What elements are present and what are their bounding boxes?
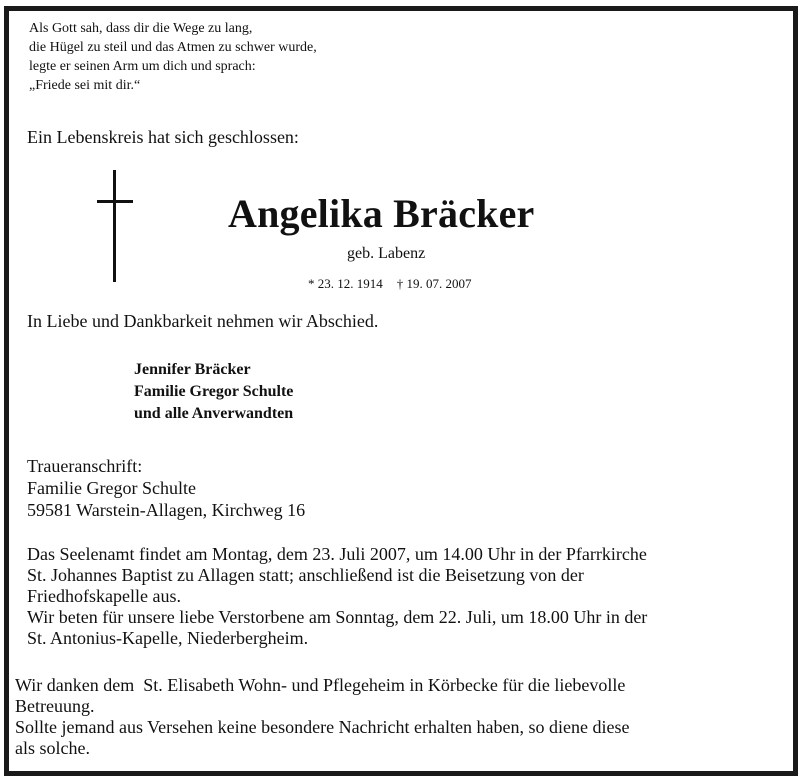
mourner: Jennifer Bräcker <box>134 361 251 378</box>
address-label: Traueranschrift: <box>27 456 143 476</box>
thanks-line: als solche. <box>15 738 90 758</box>
farewell-text: In Liebe und Dankbarkeit nehmen wir Abschied. <box>27 311 379 331</box>
service-line: St. Antonius-Kapelle, Niederbergheim. <box>27 628 309 648</box>
birth-date: * 23. 12. 1914 <box>308 276 383 291</box>
death-date: † 19. 07. 2007 <box>396 276 472 291</box>
service-info <box>27 544 647 649</box>
address-line: Familie Gregor Schulte <box>27 478 196 498</box>
thanks-text <box>15 675 629 759</box>
mourning-address <box>27 455 305 521</box>
poem-line: die Hügel zu steil und das Atmen zu schwer wurde, <box>29 40 317 55</box>
notice-border <box>4 6 798 776</box>
intro-text: Ein Lebenskreis hat sich geschlossen: <box>27 127 299 147</box>
service-line: St. Johannes Baptist zu Allagen statt; anschließend ist die Beisetzung von der <box>27 565 584 585</box>
poem <box>29 19 317 95</box>
address-line: 59581 Warstein-Allagen, Kirchweg 16 <box>27 500 306 520</box>
cross-icon <box>97 170 133 282</box>
birth-name: geb. Labenz <box>347 245 426 262</box>
thanks-line: Betreuung. <box>15 696 95 716</box>
thanks-line: Wir danken dem St. Elisabeth Wohn- und Pflegeheim in Körbecke für die liebevolle <box>15 675 626 695</box>
mourner: und alle Anverwandten <box>134 405 294 422</box>
thanks-line: Sollte jemand aus Versehen keine besondere Nachricht erhalten haben, so diene diese <box>15 717 630 737</box>
service-line: Wir beten für unsere liebe Verstorbene am Sonntag, dem 22. Juli, um 18.00 Uhr in der <box>27 607 648 627</box>
service-line: Das Seelenamt findet am Montag, dem 23. Juli 2007, um 14.00 Uhr in der Pfarrkirche <box>27 544 647 564</box>
mourner: Familie Gregor Schulte <box>134 383 294 400</box>
mourners-list <box>134 359 293 425</box>
life-dates <box>308 276 472 292</box>
poem-line: Als Gott sah, dass dir die Wege zu lang, <box>29 21 253 36</box>
service-line: Friedhofskapelle aus. <box>27 586 181 606</box>
poem-line: „Friede sei mit dir.“ <box>29 78 141 93</box>
poem-line: legte er seinen Arm um dich und sprach: <box>29 59 256 74</box>
deceased-name: Angelika Bräcker <box>228 191 535 236</box>
